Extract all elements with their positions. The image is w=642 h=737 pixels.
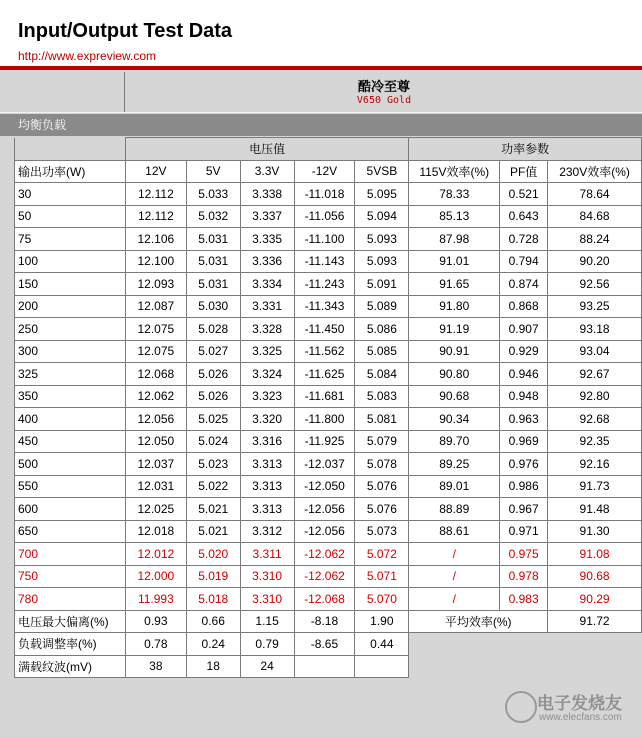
- table-cell: 91.80: [409, 295, 500, 318]
- table-cell: 12.000: [125, 565, 186, 588]
- column-header: 5VSB: [355, 160, 409, 183]
- table-cell: -11.925: [294, 430, 355, 453]
- table-cell: 5.020: [186, 543, 240, 566]
- table-row: [15, 408, 642, 431]
- table-cell: /: [409, 565, 500, 588]
- separator-line: [0, 112, 642, 113]
- table-cell: 5.085: [355, 340, 409, 363]
- table-cell: 78.33: [409, 183, 500, 206]
- source-link[interactable]: http://www.expreview.com: [18, 49, 157, 63]
- table-cell: 5.023: [186, 453, 240, 476]
- table-row: [15, 205, 642, 228]
- table-cell: 5.026: [186, 385, 240, 408]
- table-cell: 12.112: [125, 183, 186, 206]
- table-cell: 12.068: [125, 363, 186, 386]
- column-header: 12V: [125, 160, 186, 183]
- table-cell: 0.971: [500, 520, 548, 543]
- table-cell: -11.450: [294, 318, 355, 341]
- table-cell: 88.61: [409, 520, 500, 543]
- table-cell: 5.030: [186, 295, 240, 318]
- table-cell: 12.062: [125, 385, 186, 408]
- table-row: [15, 588, 642, 611]
- table-cell: 5.024: [186, 430, 240, 453]
- table-cell: 24: [240, 655, 294, 678]
- table-cell: 5.093: [355, 250, 409, 273]
- table-cell: 0.78: [125, 633, 186, 656]
- table-cell: 12.025: [125, 498, 186, 521]
- table-cell: 87.98: [409, 228, 500, 251]
- table-cell: 92.16: [548, 453, 642, 476]
- table-row: [15, 273, 642, 296]
- row-label: 电压最大偏离(%): [15, 610, 126, 633]
- table-row: [15, 183, 642, 206]
- table-cell: 5.079: [355, 430, 409, 453]
- row-label: 780: [15, 588, 126, 611]
- row-label: 650: [15, 520, 126, 543]
- summary-row-max-deviation: [15, 610, 642, 633]
- table-cell: 0.978: [500, 565, 548, 588]
- table-cell: 0.794: [500, 250, 548, 273]
- row-label: 200: [15, 295, 126, 318]
- table-cell: 0.983: [500, 588, 548, 611]
- table-cell: -8.18: [294, 610, 355, 633]
- empty-cell: [294, 655, 355, 678]
- table-cell: 3.311: [240, 543, 294, 566]
- watermark-logo-icon: [505, 691, 537, 723]
- table-cell: 92.68: [548, 408, 642, 431]
- column-header: 3.3V: [240, 160, 294, 183]
- table-cell: 1.15: [240, 610, 294, 633]
- table-cell: 3.328: [240, 318, 294, 341]
- row-label: 负载调整率(%): [15, 633, 126, 656]
- table-row: [15, 430, 642, 453]
- table-cell: 5.022: [186, 475, 240, 498]
- table-cell: 5.089: [355, 295, 409, 318]
- table-cell: 92.35: [548, 430, 642, 453]
- row-label: 700: [15, 543, 126, 566]
- table-cell: 12.031: [125, 475, 186, 498]
- table-cell: 3.334: [240, 273, 294, 296]
- group-header-row: [15, 138, 642, 161]
- table-cell: 3.313: [240, 453, 294, 476]
- row-label: 100: [15, 250, 126, 273]
- product-name: 酷冷至尊: [357, 80, 410, 95]
- empty-cell: [355, 655, 409, 678]
- voltage-group-header: 电压值: [125, 138, 408, 161]
- table-cell: 3.337: [240, 205, 294, 228]
- table-cell: 11.993: [125, 588, 186, 611]
- row-label: 750: [15, 565, 126, 588]
- table-row: [15, 295, 642, 318]
- table-cell: 85.13: [409, 205, 500, 228]
- table-cell: -11.056: [294, 205, 355, 228]
- table-cell: 5.018: [186, 588, 240, 611]
- table-cell: 5.081: [355, 408, 409, 431]
- table-cell: 88.89: [409, 498, 500, 521]
- table-cell: 88.24: [548, 228, 642, 251]
- table-cell: 91.30: [548, 520, 642, 543]
- table-cell: 5.021: [186, 520, 240, 543]
- table-cell: 0.948: [500, 385, 548, 408]
- table-cell: 5.083: [355, 385, 409, 408]
- table-cell: 0.521: [500, 183, 548, 206]
- table-cell: 12.050: [125, 430, 186, 453]
- table-cell: 5.084: [355, 363, 409, 386]
- table-cell: 5.027: [186, 340, 240, 363]
- row-label: 250: [15, 318, 126, 341]
- table-cell: 3.310: [240, 588, 294, 611]
- table-cell: 38: [125, 655, 186, 678]
- table-row: [15, 363, 642, 386]
- table-cell: 0.868: [500, 295, 548, 318]
- section-label: 均衡负载: [18, 118, 67, 132]
- column-header: -12V: [294, 160, 355, 183]
- row-label: 150: [15, 273, 126, 296]
- table-cell: 0.967: [500, 498, 548, 521]
- row-label: 400: [15, 408, 126, 431]
- table-row: [15, 318, 642, 341]
- product-model: V650 Gold: [356, 95, 412, 106]
- table-cell: 0.976: [500, 453, 548, 476]
- table-cell: 5.021: [186, 498, 240, 521]
- table-cell: 12.037: [125, 453, 186, 476]
- table-cell: 90.68: [409, 385, 500, 408]
- table-row: [15, 565, 642, 588]
- table-cell: 0.963: [500, 408, 548, 431]
- table-cell: /: [409, 588, 500, 611]
- page-title: Input/Output Test Data: [18, 20, 233, 42]
- table-cell: /: [409, 543, 500, 566]
- table-cell: -11.018: [294, 183, 355, 206]
- test-data-table: [14, 137, 642, 678]
- section-bar: [0, 114, 642, 136]
- table-cell: 0.24: [186, 633, 240, 656]
- table-cell: 12.012: [125, 543, 186, 566]
- table-cell: -12.037: [294, 453, 355, 476]
- table-cell: -12.050: [294, 475, 355, 498]
- table-cell: 0.975: [500, 543, 548, 566]
- table-cell: 89.01: [409, 475, 500, 498]
- table-cell: 90.34: [409, 408, 500, 431]
- table-cell: 5.031: [186, 250, 240, 273]
- table-row: [15, 498, 642, 521]
- table-cell: -8.65: [294, 633, 355, 656]
- table-cell: 5.033: [186, 183, 240, 206]
- table-cell: -11.625: [294, 363, 355, 386]
- table-cell: 93.04: [548, 340, 642, 363]
- table-cell: 5.086: [355, 318, 409, 341]
- table-cell: 3.325: [240, 340, 294, 363]
- row-label: 300: [15, 340, 126, 363]
- table-cell: 0.79: [240, 633, 294, 656]
- row-label: 325: [15, 363, 126, 386]
- table-cell: 3.338: [240, 183, 294, 206]
- table-cell: 0.643: [500, 205, 548, 228]
- row-label: 30: [15, 183, 126, 206]
- table-row: [15, 340, 642, 363]
- table-cell: 12.093: [125, 273, 186, 296]
- table-cell: 92.80: [548, 385, 642, 408]
- table-cell: 91.65: [409, 273, 500, 296]
- table-cell: 93.25: [548, 295, 642, 318]
- table-cell: 5.026: [186, 363, 240, 386]
- column-header: 5V: [186, 160, 240, 183]
- column-header: 115V效率(%): [409, 160, 500, 183]
- table-cell: 93.18: [548, 318, 642, 341]
- table-cell: 0.44: [355, 633, 409, 656]
- table-cell: 78.64: [548, 183, 642, 206]
- summary-row-load-regulation: [15, 633, 642, 656]
- avg-efficiency-value: 91.72: [548, 610, 642, 633]
- table-cell: 92.67: [548, 363, 642, 386]
- table-row: [15, 520, 642, 543]
- table-cell: -11.143: [294, 250, 355, 273]
- table-cell: 5.076: [355, 475, 409, 498]
- table-cell: 12.018: [125, 520, 186, 543]
- table-cell: -11.343: [294, 295, 355, 318]
- table-cell: 5.028: [186, 318, 240, 341]
- row-label: 满载纹波(mV): [15, 655, 126, 678]
- table-cell: 5.031: [186, 273, 240, 296]
- table-cell: 0.93: [125, 610, 186, 633]
- table-cell: 3.313: [240, 498, 294, 521]
- table-cell: 3.331: [240, 295, 294, 318]
- table-cell: 90.68: [548, 565, 642, 588]
- watermark-text: 电子发烧友: [537, 694, 622, 714]
- table-row: [15, 543, 642, 566]
- table-cell: 0.907: [500, 318, 548, 341]
- watermark: [505, 687, 635, 731]
- table-cell: -11.562: [294, 340, 355, 363]
- row-label: 600: [15, 498, 126, 521]
- watermark-url: www.elecfans.com: [539, 712, 622, 723]
- table-cell: 91.73: [548, 475, 642, 498]
- table-cell: 3.335: [240, 228, 294, 251]
- table-cell: 12.087: [125, 295, 186, 318]
- table-cell: -11.243: [294, 273, 355, 296]
- table-cell: 12.075: [125, 340, 186, 363]
- table-cell: 0.874: [500, 273, 548, 296]
- avg-efficiency-label: 平均效率(%): [409, 610, 548, 633]
- table-cell: 89.70: [409, 430, 500, 453]
- table-cell: 5.091: [355, 273, 409, 296]
- table-cell: 18: [186, 655, 240, 678]
- table-cell: 0.946: [500, 363, 548, 386]
- column-header: 230V效率(%): [548, 160, 642, 183]
- table-cell: 5.078: [355, 453, 409, 476]
- table-cell: 91.01: [409, 250, 500, 273]
- table-cell: 5.071: [355, 565, 409, 588]
- column-header: 输出功率(W): [15, 160, 126, 183]
- table-cell: 5.073: [355, 520, 409, 543]
- table-cell: 5.094: [355, 205, 409, 228]
- report-header: [0, 0, 642, 66]
- table-cell: 90.91: [409, 340, 500, 363]
- table-cell: 3.312: [240, 520, 294, 543]
- empty-cell: [409, 633, 642, 656]
- table-cell: 0.66: [186, 610, 240, 633]
- summary-row-ripple: [15, 655, 642, 678]
- column-header: PF值: [500, 160, 548, 183]
- table-cell: 12.106: [125, 228, 186, 251]
- table-cell: 3.316: [240, 430, 294, 453]
- table-cell: 5.076: [355, 498, 409, 521]
- table-cell: 12.056: [125, 408, 186, 431]
- table-cell: 0.728: [500, 228, 548, 251]
- column-header-row: [15, 160, 642, 183]
- table-cell: 3.313: [240, 475, 294, 498]
- table-row: [15, 228, 642, 251]
- table-cell: 91.48: [548, 498, 642, 521]
- table-cell: 5.031: [186, 228, 240, 251]
- table-cell: 0.969: [500, 430, 548, 453]
- table-cell: 0.986: [500, 475, 548, 498]
- table-cell: 5.019: [186, 565, 240, 588]
- table-cell: 3.320: [240, 408, 294, 431]
- table-cell: 12.112: [125, 205, 186, 228]
- table-cell: -11.800: [294, 408, 355, 431]
- row-label: 550: [15, 475, 126, 498]
- row-label: 75: [15, 228, 126, 251]
- table-cell: 5.095: [355, 183, 409, 206]
- table-cell: 0.929: [500, 340, 548, 363]
- table-cell: 5.070: [355, 588, 409, 611]
- table-row: [15, 250, 642, 273]
- table-cell: 12.075: [125, 318, 186, 341]
- table-row: [15, 385, 642, 408]
- row-label: 450: [15, 430, 126, 453]
- row-label: 350: [15, 385, 126, 408]
- table-cell: 90.80: [409, 363, 500, 386]
- table-cell: 12.100: [125, 250, 186, 273]
- table-cell: 92.56: [548, 273, 642, 296]
- table-cell: 3.324: [240, 363, 294, 386]
- table-cell: -12.068: [294, 588, 355, 611]
- row-label: 500: [15, 453, 126, 476]
- table-cell: 91.19: [409, 318, 500, 341]
- header-accent-bar: [0, 66, 642, 70]
- table-cell: 90.29: [548, 588, 642, 611]
- table-row: [15, 453, 642, 476]
- table-cell: 3.323: [240, 385, 294, 408]
- table-cell: 1.90: [355, 610, 409, 633]
- power-group-header: 功率参数: [409, 138, 642, 161]
- empty-cell: [409, 655, 642, 678]
- product-header: [124, 72, 642, 112]
- table-cell: 89.25: [409, 453, 500, 476]
- row-label: 50: [15, 205, 126, 228]
- table-cell: 84.68: [548, 205, 642, 228]
- table-cell: 90.20: [548, 250, 642, 273]
- table-cell: -11.100: [294, 228, 355, 251]
- table-cell: 3.310: [240, 565, 294, 588]
- table-cell: 5.093: [355, 228, 409, 251]
- table-cell: 5.072: [355, 543, 409, 566]
- table-row: [15, 475, 642, 498]
- table-cell: -11.681: [294, 385, 355, 408]
- table-cell: 3.336: [240, 250, 294, 273]
- table-cell: -12.056: [294, 498, 355, 521]
- table-cell: -12.062: [294, 543, 355, 566]
- table-cell: 5.025: [186, 408, 240, 431]
- table-cell: -12.062: [294, 565, 355, 588]
- table-cell: -12.056: [294, 520, 355, 543]
- table-cell: 5.032: [186, 205, 240, 228]
- group-blank-cell: [15, 138, 126, 161]
- table-cell: 91.08: [548, 543, 642, 566]
